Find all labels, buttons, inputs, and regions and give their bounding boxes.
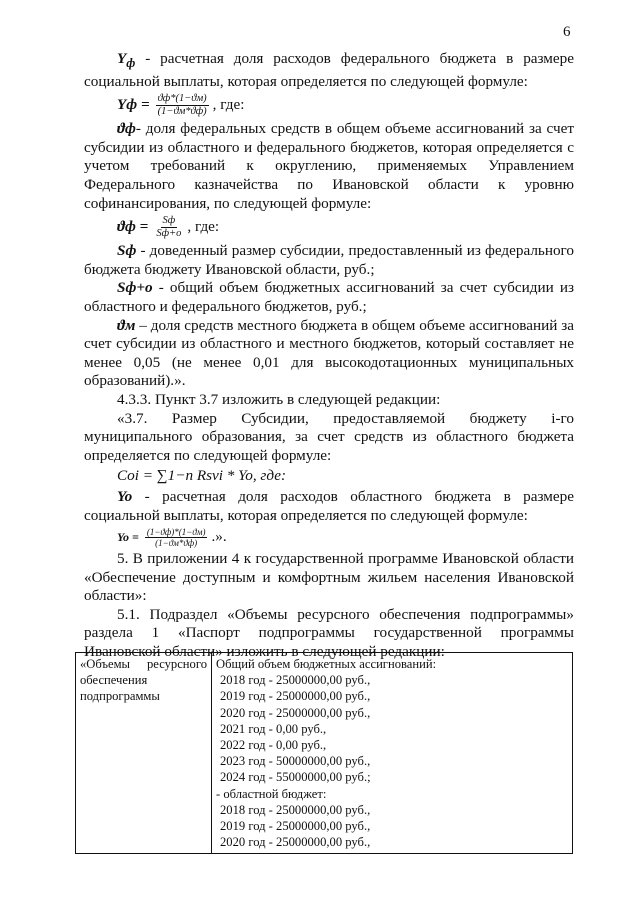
formula-denominator: (1−ϑм*ϑф) [155, 538, 198, 549]
formula-coi-text: Coi = ∑1−n Rsvi * Yo, где: [117, 467, 287, 485]
table-left-cell: «Объемы ресурсного обеспечения подпрограммы [76, 653, 212, 854]
table-line: 2019 год - 25000000,00 руб., [220, 819, 371, 834]
var-yo: Yo [117, 487, 133, 505]
formula-fraction [145, 527, 208, 548]
page-number: 6 [563, 24, 571, 40]
formula-denominator: (1−ϑм*ϑф) [157, 106, 207, 118]
paragraph-theta-f-definition [84, 120, 574, 213]
formula-yf [117, 93, 574, 118]
var-theta-f: ϑф [117, 120, 136, 138]
formula-lhs: ϑф = [117, 218, 149, 236]
formula-theta-f [117, 215, 574, 240]
formula-tail: , где: [212, 96, 245, 114]
formula-denominator: Sф+о [156, 228, 182, 240]
paragraph-5-1: 5.1. Подраздел «Объемы ресурсного обеспечения подпрограммы» раздела 1 «Паспорт подпрограммы государственной программы Ивановской области» изложить в следующей редакции: [84, 605, 574, 661]
paragraph-4-3-3: 4.3.3. Пункт 3.7 изложить в следующей редакции: [117, 390, 441, 408]
var-yf: Y [117, 50, 127, 67]
formula-numerator: ϑф*(1−ϑм) [157, 93, 207, 105]
table-line: 2019 год - 25000000,00 руб., [220, 689, 371, 704]
paragraph-yf-definition [84, 50, 574, 91]
paragraph-yo-definition [84, 488, 574, 525]
var-sfo: Sф+о [117, 279, 153, 297]
formula-numerator: Sф [162, 215, 176, 227]
formula-fraction [156, 93, 209, 118]
table-line: - областной бюджет: [216, 786, 327, 801]
paragraph-text: – доля средств местного бюджета в общем объеме ассигнований за счет субсидии из областного и местного бюджетов, который составляет не менее 0,05 (не менее 0,01 для высокодотационных муниципальных образований).». [84, 316, 574, 390]
formula-lhs: Yo = [117, 530, 139, 545]
paragraph-text: - доведенный размер субсидии, предоставленный из федерального бюджета бюджету Ивановской области, руб.; [84, 242, 574, 278]
resource-table [75, 652, 573, 854]
table-line: 2018 год - 25000000,00 руб., [220, 802, 371, 817]
var-theta-m: ϑм [117, 316, 136, 334]
paragraph-3-7: «3.7. Размер Субсидии, предоставляемой бюджету i-го муниципального образования, за счет средств из областного бюджета определяется по следующей формуле: [84, 409, 574, 464]
formula-tail: , где: [187, 218, 220, 236]
paragraph-theta-m-definition [84, 317, 574, 391]
formula-lhs: Yф = [117, 96, 150, 114]
table-line: 2020 год - 25000000,00 руб., [220, 705, 371, 720]
table-row [76, 653, 573, 854]
table-right-cell [212, 653, 573, 854]
formula-fraction [154, 215, 183, 240]
paragraph-sfo-definition [84, 279, 574, 316]
paragraph-5: 5. В приложении 4 к государственной программе Ивановской области «Обеспечение доступным и комфортным жильем населения Ивановской области»: [84, 550, 574, 605]
table-line: Общий объем бюджетных ассигнований: [216, 657, 437, 671]
table-line: 2022 год - 0,00 руб., [220, 738, 327, 753]
formula-coi [117, 467, 574, 486]
paragraph-text: - расчетная доля расходов областного бюджета в размере социальной выплаты, которая определяется по следующей формуле: [84, 487, 574, 524]
table-line: 2020 год - 25000000,00 руб., [220, 835, 371, 850]
paragraph-text: - доля федеральных средств в общем объеме ассигнований за счет субсидии из областного и федерального бюджетов, которая определяется с учетом требований к округлению, применяемых Управлением Федерального казначейства по Ивановской области к уровню софинансирования, по следующей формуле: [84, 120, 574, 212]
formula-tail: .». [211, 528, 227, 546]
table-line: 2018 год - 25000000,00 руб., [220, 673, 371, 688]
paragraph-text: - расчетная доля расходов федерального бюджета в размере социальной выплаты, которая определяется по следующей формуле: [84, 50, 574, 90]
formula-numerator: (1−ϑф)*(1−ϑм) [146, 527, 206, 538]
paragraph-text: - общий объем бюджетных ассигнований за счет субсидии из областного и федерального бюджетов, руб.; [84, 279, 574, 315]
formula-yo [117, 527, 574, 548]
table-line: 2021 год - 0,00 руб., [220, 721, 327, 736]
paragraph-sf-definition [84, 242, 574, 279]
var-yf-sub: ф [126, 56, 136, 71]
document-body [84, 50, 574, 662]
table-line: 2024 год - 55000000,00 руб.; [220, 770, 371, 785]
table-line: 2023 год - 50000000,00 руб., [220, 754, 371, 769]
var-sf: Sф [117, 242, 137, 260]
